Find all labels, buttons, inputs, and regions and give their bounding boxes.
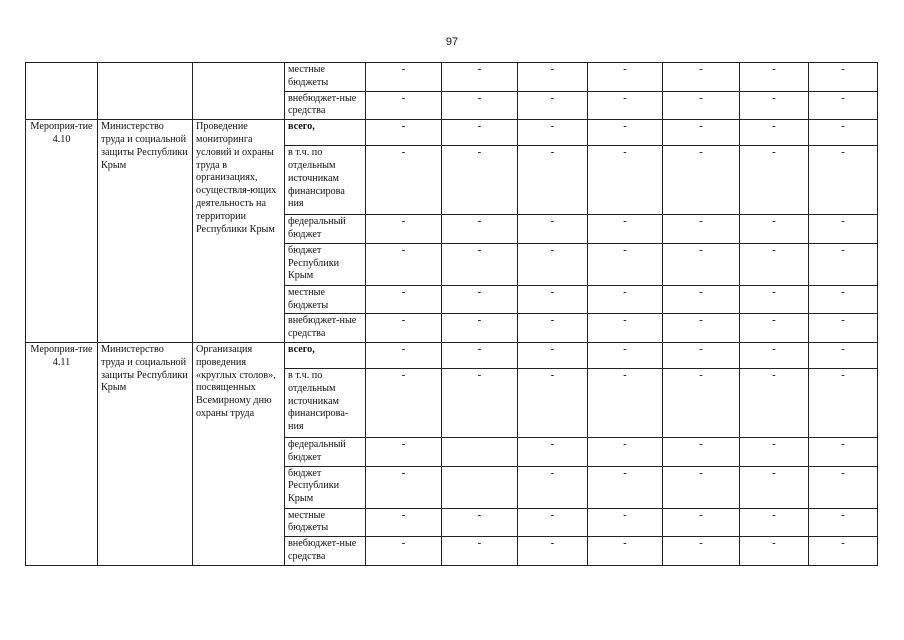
value-cell: - <box>663 508 740 537</box>
value-cell: - <box>366 243 442 285</box>
value-cell: - <box>809 91 878 120</box>
value-cell: - <box>588 146 663 215</box>
value-cell: - <box>740 146 809 215</box>
value-cell: - <box>809 437 878 466</box>
event-cell: Мероприя-тие 4.11 <box>26 342 98 565</box>
event-cell: Мероприя-тие 4.10 <box>26 120 98 343</box>
description-cell: Организация проведения «круглых столов», посвященных Всемирному дню охраны труда <box>193 342 285 565</box>
value-cell: - <box>588 466 663 508</box>
value-cell: - <box>518 342 588 368</box>
description-cell <box>193 63 285 120</box>
table-row <box>26 342 878 368</box>
value-cell: - <box>366 63 442 92</box>
value-cell: - <box>588 243 663 285</box>
value-cell: - <box>442 243 518 285</box>
value-cell: - <box>663 63 740 92</box>
value-cell: - <box>740 537 809 566</box>
funding-source-cell: бюджет Республики Крым <box>285 466 366 508</box>
funding-source-cell: местные бюджеты <box>285 285 366 314</box>
value-cell: - <box>663 120 740 146</box>
value-cell: - <box>518 215 588 244</box>
budget-table <box>25 62 878 566</box>
value-cell: - <box>663 146 740 215</box>
funding-source-cell: федеральный бюджет <box>285 437 366 466</box>
funding-source-cell: всего, <box>285 342 366 368</box>
value-cell: - <box>663 342 740 368</box>
value-cell: - <box>366 285 442 314</box>
value-cell: - <box>740 368 809 437</box>
value-cell: - <box>366 537 442 566</box>
executor-cell <box>98 63 193 120</box>
value-cell <box>442 437 518 466</box>
value-cell: - <box>588 508 663 537</box>
funding-source-cell: местные бюджеты <box>285 508 366 537</box>
value-cell: - <box>588 342 663 368</box>
value-cell: - <box>442 120 518 146</box>
value-cell: - <box>663 91 740 120</box>
value-cell: - <box>663 243 740 285</box>
value-cell: - <box>663 437 740 466</box>
table-row <box>26 120 878 146</box>
value-cell: - <box>588 314 663 343</box>
value-cell: - <box>588 537 663 566</box>
value-cell: - <box>809 314 878 343</box>
funding-source-cell: бюджет Республики Крым <box>285 243 366 285</box>
value-cell: - <box>740 314 809 343</box>
value-cell: - <box>518 437 588 466</box>
value-cell: - <box>740 63 809 92</box>
table-row <box>26 63 878 92</box>
value-cell: - <box>518 243 588 285</box>
value-cell: - <box>442 342 518 368</box>
value-cell: - <box>366 120 442 146</box>
value-cell: - <box>809 368 878 437</box>
value-cell: - <box>663 537 740 566</box>
value-cell: - <box>518 314 588 343</box>
description-cell: Проведение мониторинга условий и охраны труда в организациях, осуществля-ющих деятельность на территории Республики Крым <box>193 120 285 343</box>
page-number: 97 <box>445 36 459 48</box>
value-cell: - <box>366 215 442 244</box>
value-cell: - <box>366 314 442 343</box>
value-cell: - <box>366 146 442 215</box>
value-cell: - <box>809 146 878 215</box>
value-cell: - <box>442 91 518 120</box>
value-cell: - <box>809 120 878 146</box>
value-cell: - <box>518 508 588 537</box>
value-cell: - <box>518 120 588 146</box>
value-cell: - <box>442 508 518 537</box>
value-cell: - <box>518 91 588 120</box>
value-cell: - <box>518 285 588 314</box>
funding-source-cell: федеральный бюджет <box>285 215 366 244</box>
value-cell: - <box>740 342 809 368</box>
value-cell: - <box>366 91 442 120</box>
value-cell: - <box>442 63 518 92</box>
value-cell: - <box>518 537 588 566</box>
funding-source-cell: внебюджет-ные средства <box>285 91 366 120</box>
value-cell: - <box>442 368 518 437</box>
value-cell: - <box>740 466 809 508</box>
value-cell: - <box>442 215 518 244</box>
value-cell: - <box>663 466 740 508</box>
value-cell: - <box>366 508 442 537</box>
value-cell: - <box>518 63 588 92</box>
executor-cell: Министерство труда и социальной защиты Республики Крым <box>98 120 193 343</box>
value-cell <box>442 466 518 508</box>
value-cell: - <box>809 215 878 244</box>
value-cell: - <box>442 537 518 566</box>
value-cell: - <box>809 342 878 368</box>
value-cell: - <box>740 120 809 146</box>
value-cell: - <box>518 146 588 215</box>
executor-cell: Министерство труда и социальной защиты Республики Крым <box>98 342 193 565</box>
value-cell: - <box>366 466 442 508</box>
funding-source-cell: внебюджет-ные средства <box>285 537 366 566</box>
value-cell: - <box>442 146 518 215</box>
funding-source-cell: в т.ч. по отдельным источникам финансирова ния <box>285 146 366 215</box>
value-cell: - <box>740 437 809 466</box>
value-cell: - <box>809 63 878 92</box>
funding-source-cell: в т.ч. по отдельным источникам финансирова-ния <box>285 368 366 437</box>
value-cell: - <box>809 243 878 285</box>
value-cell: - <box>663 215 740 244</box>
value-cell: - <box>809 537 878 566</box>
value-cell: - <box>518 368 588 437</box>
value-cell: - <box>740 508 809 537</box>
value-cell: - <box>366 342 442 368</box>
value-cell: - <box>588 91 663 120</box>
value-cell: - <box>588 437 663 466</box>
value-cell: - <box>809 285 878 314</box>
value-cell: - <box>442 314 518 343</box>
value-cell: - <box>518 466 588 508</box>
value-cell: - <box>366 368 442 437</box>
value-cell: - <box>588 285 663 314</box>
value-cell: - <box>740 285 809 314</box>
value-cell: - <box>740 243 809 285</box>
value-cell: - <box>663 285 740 314</box>
funding-source-cell: внебюджет-ные средства <box>285 314 366 343</box>
value-cell: - <box>588 215 663 244</box>
value-cell: - <box>442 285 518 314</box>
value-cell: - <box>588 63 663 92</box>
value-cell: - <box>663 314 740 343</box>
value-cell: - <box>588 120 663 146</box>
funding-source-cell: всего, <box>285 120 366 146</box>
value-cell: - <box>740 91 809 120</box>
value-cell: - <box>740 215 809 244</box>
value-cell: - <box>809 466 878 508</box>
value-cell: - <box>366 437 442 466</box>
value-cell: - <box>663 368 740 437</box>
funding-source-cell: местные бюджеты <box>285 63 366 92</box>
value-cell: - <box>809 508 878 537</box>
value-cell: - <box>588 368 663 437</box>
event-cell <box>26 63 98 120</box>
